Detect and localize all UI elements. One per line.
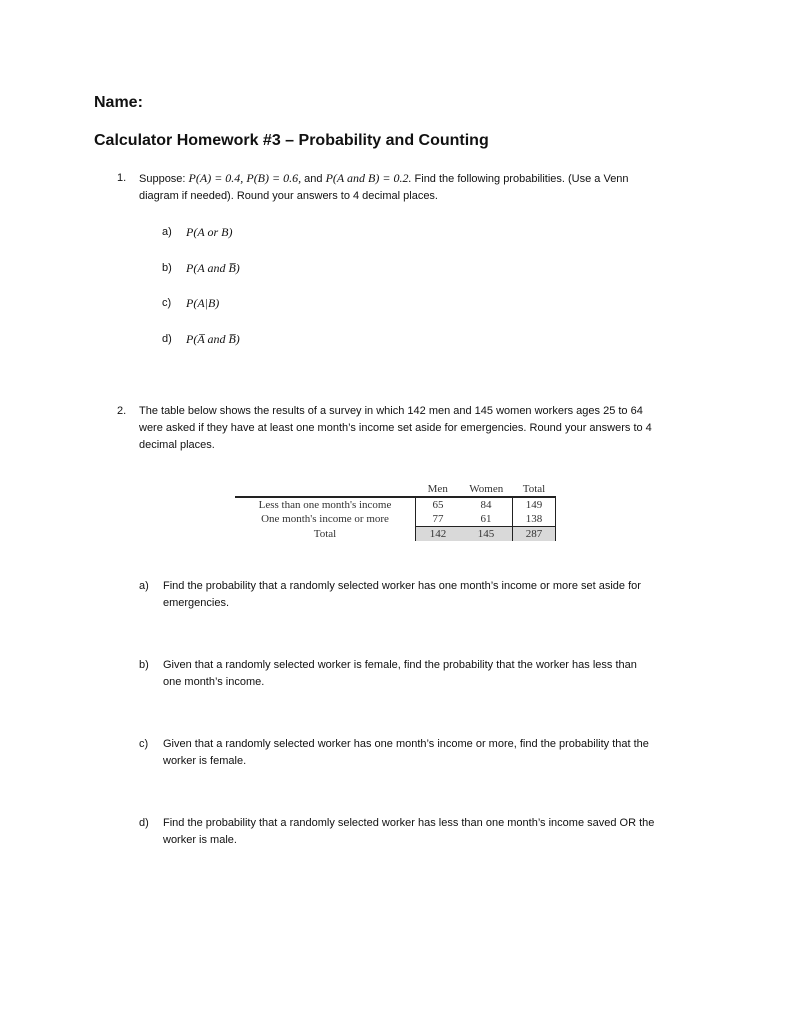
table-corner [235, 482, 416, 497]
q2-part-b-line2: one month’s income. [163, 676, 265, 688]
q2-part-a [139, 578, 709, 612]
prob-b-given: P(B) = 0.6, [246, 171, 302, 185]
table-header-women: Women [469, 483, 504, 495]
name-label: Name: [94, 94, 143, 111]
q1-part-d-label: d) [162, 333, 172, 345]
q1-part-b-label: b) [162, 262, 172, 274]
question-1-number: 1. [117, 172, 127, 184]
page-title: Calculator Homework #3 – Probability and Counting [94, 132, 489, 149]
and-word: and [304, 173, 323, 185]
row-label-total: Total [313, 527, 337, 540]
q1-part-d-expr: P(A̅ and B̅) [186, 332, 240, 346]
prob-a-and-b-given: P(A and B) = 0.2. [325, 171, 412, 185]
question-2-intro-line2: were asked if they have at least one month’s income set aside for emergencies. Round your answers to 4 [139, 422, 652, 434]
question-2-number: 2. [117, 405, 127, 417]
question-1-intro-suffix: Find the following probabilities. (Use a Venn [414, 173, 629, 185]
q2-part-a-line1: Find the probability that a randomly selected worker has one month’s income or more set aside for [163, 580, 641, 592]
q2-part-d-label: d) [139, 817, 149, 829]
q2-part-c-label: c) [139, 738, 149, 750]
q2-part-d-line1: Find the probability that a randomly selected worker has less than one month’s income saved OR the [163, 817, 655, 829]
table-cell: 287 [513, 527, 556, 542]
q2-part-c-line2: worker is female. [163, 755, 247, 767]
question-1-intro-prefix: Suppose: [139, 173, 189, 185]
q2-part-a-line2: emergencies. [163, 597, 230, 609]
table-cell: 145 [460, 527, 513, 542]
question-2-intro-line3: decimal places. [139, 439, 215, 451]
q2-part-c [139, 736, 709, 770]
question-1-intro [139, 170, 699, 205]
table-header-row [235, 482, 556, 497]
table-cell: 77 [416, 512, 461, 527]
row-label-one-or-more: One month's income or more [261, 513, 389, 526]
table-cell: 149 [513, 497, 556, 512]
question-2-intro [139, 403, 699, 454]
q2-part-b-label: b) [139, 659, 149, 671]
q1-part-c-expr: P(A|B) [186, 296, 220, 310]
table-cell: 142 [416, 527, 461, 542]
table-cell: 84 [460, 497, 513, 512]
survey-table [235, 482, 556, 541]
table-header-men: Men [427, 483, 448, 495]
table-cell: 65 [416, 497, 461, 512]
q1-part-c-label: c) [162, 297, 172, 309]
q1-part-a-expr: P(A or B) [186, 225, 233, 239]
q2-part-b [139, 657, 709, 691]
q1-part-b-expr: P(A and B̅) [186, 261, 240, 275]
table-row [235, 497, 556, 512]
q2-part-b-line1: Given that a randomly selected worker is female, find the probability that the worker has less than [163, 659, 637, 671]
table-row-total [235, 527, 556, 542]
row-label-less-than: Less than one month's income [235, 497, 416, 512]
question-2-intro-line1: The table below shows the results of a survey in which 142 men and 145 women workers ages 25 to 64 [139, 405, 643, 417]
q2-part-c-line1: Given that a randomly selected worker has one month’s income or more, find the probability that the [163, 738, 649, 750]
q2-part-d [139, 815, 709, 849]
prob-a-given: P(A) = 0.4, [188, 171, 244, 185]
question-1-intro-line2: diagram if needed). Round your answers to 4 decimal places. [139, 190, 438, 202]
q1-part-a-label: a) [162, 226, 172, 238]
table-cell: 138 [513, 512, 556, 527]
q2-part-a-label: a) [139, 580, 149, 592]
q2-part-d-line2: worker is male. [163, 834, 237, 846]
table-cell: 61 [480, 513, 492, 525]
table-header-total: Total [522, 483, 546, 495]
table-row [235, 512, 556, 527]
